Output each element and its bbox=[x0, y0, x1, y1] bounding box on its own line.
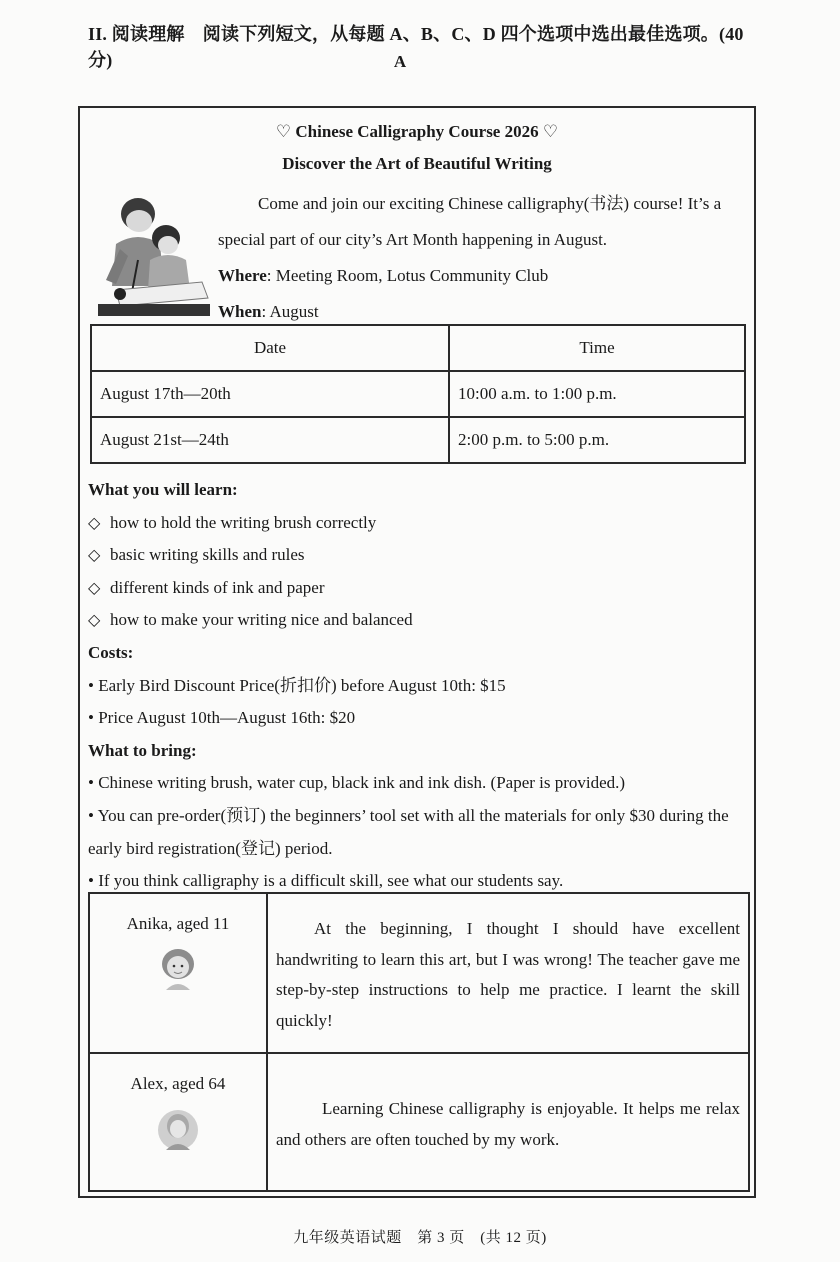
schedule-time: 2:00 p.m. to 5:00 p.m. bbox=[449, 417, 745, 463]
where-line bbox=[218, 258, 748, 294]
schedule-date: August 21st—24th bbox=[91, 417, 449, 463]
testimonial-quote bbox=[267, 1053, 749, 1191]
learn-item bbox=[88, 572, 748, 605]
testimonial-author: Alex, aged 64 bbox=[130, 1074, 226, 1093]
testimonial-author-cell bbox=[89, 1053, 267, 1191]
bring-heading: What to bring: bbox=[88, 740, 197, 760]
costs-heading: Costs: bbox=[88, 642, 134, 662]
schedule-header-date: Date bbox=[91, 325, 449, 371]
cost-item: • Price August 10th—August 16th: $20 bbox=[88, 708, 356, 728]
diamond-bullet-icon: ◇ bbox=[88, 545, 101, 565]
when-value: : August bbox=[261, 302, 319, 321]
testimonial-row bbox=[89, 893, 749, 1053]
bring-item: • If you think calligraphy is a difficult skill, see what our students say. bbox=[88, 871, 564, 891]
intro-block bbox=[218, 186, 748, 330]
bring-item: • Chinese writing brush, water cup, black ink and ink dish. (Paper is provided.) bbox=[88, 773, 626, 793]
section-heading: II. 阅读理解 阅读下列短文，从每题 A、B、C、D 四个选项中选出最佳选项。(40 分) bbox=[88, 24, 744, 70]
schedule-date: August 17th—20th bbox=[91, 371, 449, 417]
testimonial-author-cell bbox=[89, 893, 267, 1053]
learn-item bbox=[88, 604, 748, 637]
diamond-bullet-icon: ◇ bbox=[88, 610, 101, 630]
intro-line-1: Come and join our exciting Chinese calligraphy(书法) course! It’s a bbox=[258, 194, 722, 213]
learn-item bbox=[88, 507, 748, 540]
where-value: : Meeting Room, Lotus Community Club bbox=[266, 266, 549, 285]
elder-avatar-icon bbox=[156, 1106, 200, 1154]
ad-subtitle: Discover the Art of Beautiful Writing bbox=[282, 154, 552, 173]
passage-letter: A bbox=[393, 52, 407, 71]
diamond-bullet-icon: ◇ bbox=[88, 512, 101, 532]
calligraphy-class-illustration bbox=[98, 194, 210, 318]
schedule-row bbox=[91, 371, 745, 417]
schedule-time: 10:00 a.m. to 1:00 p.m. bbox=[449, 371, 745, 417]
cost-item: • Early Bird Discount Price(折扣价) before August 10th: $15 bbox=[88, 675, 506, 695]
advertisement-frame bbox=[78, 106, 756, 1198]
page-footer: 九年级英语试题 第 3 页 (共 12 页) bbox=[293, 1230, 547, 1246]
schedule-header-row bbox=[91, 325, 745, 371]
testimonial-quote bbox=[267, 893, 749, 1053]
testimonial-quote-text: Learning Chinese calligraphy is enjoyable. It helps me relax and others are often touched by my work. bbox=[276, 1099, 740, 1149]
schedule-header-time: Time bbox=[449, 325, 745, 371]
diamond-bullet-icon: ◇ bbox=[88, 577, 101, 597]
learn-item-text: how to make your writing nice and balanced bbox=[110, 610, 413, 630]
testimonials-table bbox=[88, 892, 750, 1192]
schedule-row bbox=[91, 417, 745, 463]
ad-title: ♡ Chinese Calligraphy Course 2026 ♡ bbox=[275, 122, 559, 141]
when-label: When bbox=[218, 302, 262, 321]
learn-heading: What you will learn: bbox=[88, 480, 238, 499]
testimonial-author: Anika, aged 11 bbox=[126, 914, 230, 933]
bring-item: • You can pre-order(预订) the beginners’ tool set with all the materials for only $30 during the early bird registration(登记) period. bbox=[88, 805, 729, 858]
testimonial-quote-text: At the beginning, I thought I should have excellent handwriting to learn this art, but I was wrong! The teacher gave me step-by-step instructions to help me practice. I learnt the skill quickly! bbox=[276, 919, 740, 1030]
learn-item-text: how to hold the writing brush correctly bbox=[110, 512, 377, 532]
details-block bbox=[88, 474, 748, 898]
learn-item-text: different kinds of ink and paper bbox=[110, 577, 325, 597]
intro-line-2: special part of our city’s Art Month happening in August. bbox=[218, 230, 608, 249]
learn-item bbox=[88, 539, 748, 572]
learn-item-text: basic writing skills and rules bbox=[110, 545, 305, 565]
schedule-table bbox=[90, 324, 746, 464]
testimonial-row bbox=[89, 1053, 749, 1191]
where-label: Where bbox=[218, 266, 267, 285]
girl-avatar-icon bbox=[158, 946, 198, 990]
